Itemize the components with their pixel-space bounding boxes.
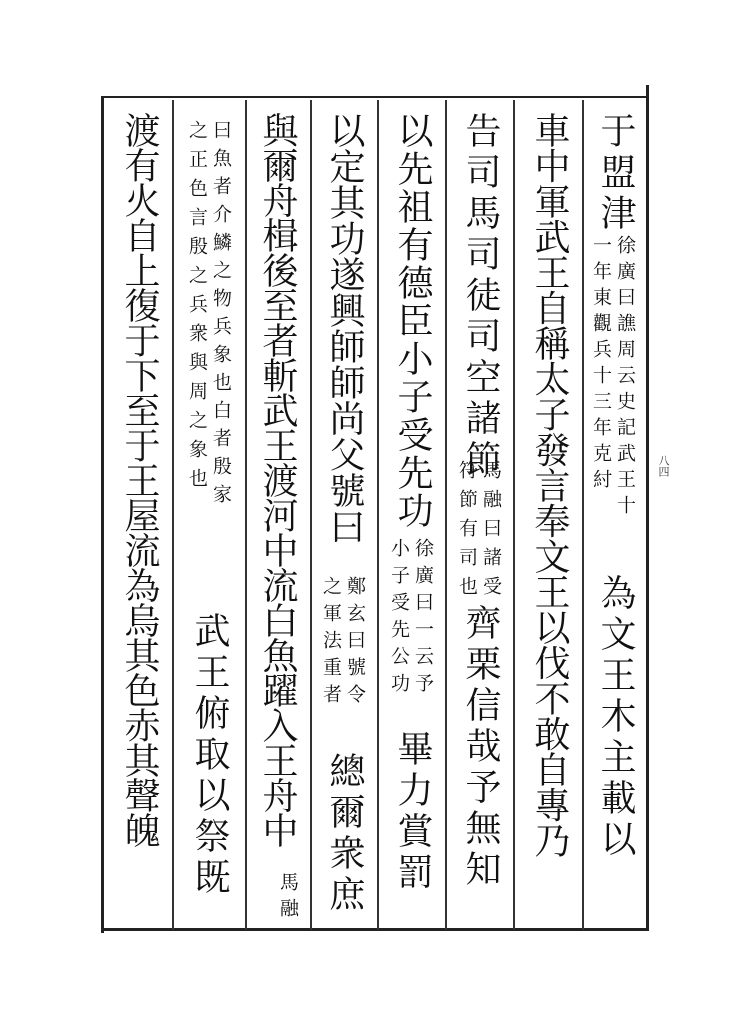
folio-mark: 八四 [657,455,670,477]
commentary-line: 之軍法重者 [320,576,342,711]
column-rule [310,100,312,930]
column-rule [245,100,247,930]
commentary-line: 馬融曰諸受 [480,460,502,605]
commentary-line: 曰魚者介鱗之物兵象也白者殷家 [210,120,232,512]
text-column: 渡有火自上復于下至于王屋流為烏其色赤其聲魄 [119,112,160,847]
commentary-line: 小子受先公功 [388,538,410,700]
text-column: 以先祖有德臣小子受先功 [392,112,433,530]
text-column: 于盟津 [595,112,636,235]
commentary-line: 一年東觀兵十三年克紂 [590,235,612,495]
text-column: 畢力賞罰 [392,730,433,894]
text-column: 齊栗信哉予無知 [460,604,501,891]
column-rule [377,100,379,930]
commentary-line: 馬融 [277,872,299,924]
frame-left-border [101,97,104,933]
column-rule [513,100,515,930]
commentary-line: 徐廣曰一云予 [412,538,434,700]
commentary-line: 鄭玄曰號令 [344,576,366,711]
column-rule [172,100,174,930]
frame-top-border [101,96,649,98]
column-rule [582,100,584,930]
text-column: 武王俯取以祭既 [189,612,230,899]
commentary-line: 之正色言殷之兵衆與周之象也 [186,120,208,497]
text-column: 總爾衆庶 [324,752,365,916]
text-column: 與爾舟楫後至者斬武王渡河中流白魚躍入王舟中 [257,112,298,847]
text-column: 以定其功遂興師師尚父號曰 [324,112,365,544]
column-rule [445,100,447,930]
commentary-line: 符節有司也 [456,460,478,605]
frame-right-border [646,85,649,930]
text-column: 車中軍武王自稱太子發言奉文王以伐不敢自專乃 [529,112,570,858]
commentary-line: 徐廣曰譙周云史記武王十 [614,235,636,521]
text-column: 告司馬司徒司空諸節 [460,112,501,481]
text-column: 為文王木主載以 [595,574,636,861]
frame-bottom-border [101,928,649,931]
